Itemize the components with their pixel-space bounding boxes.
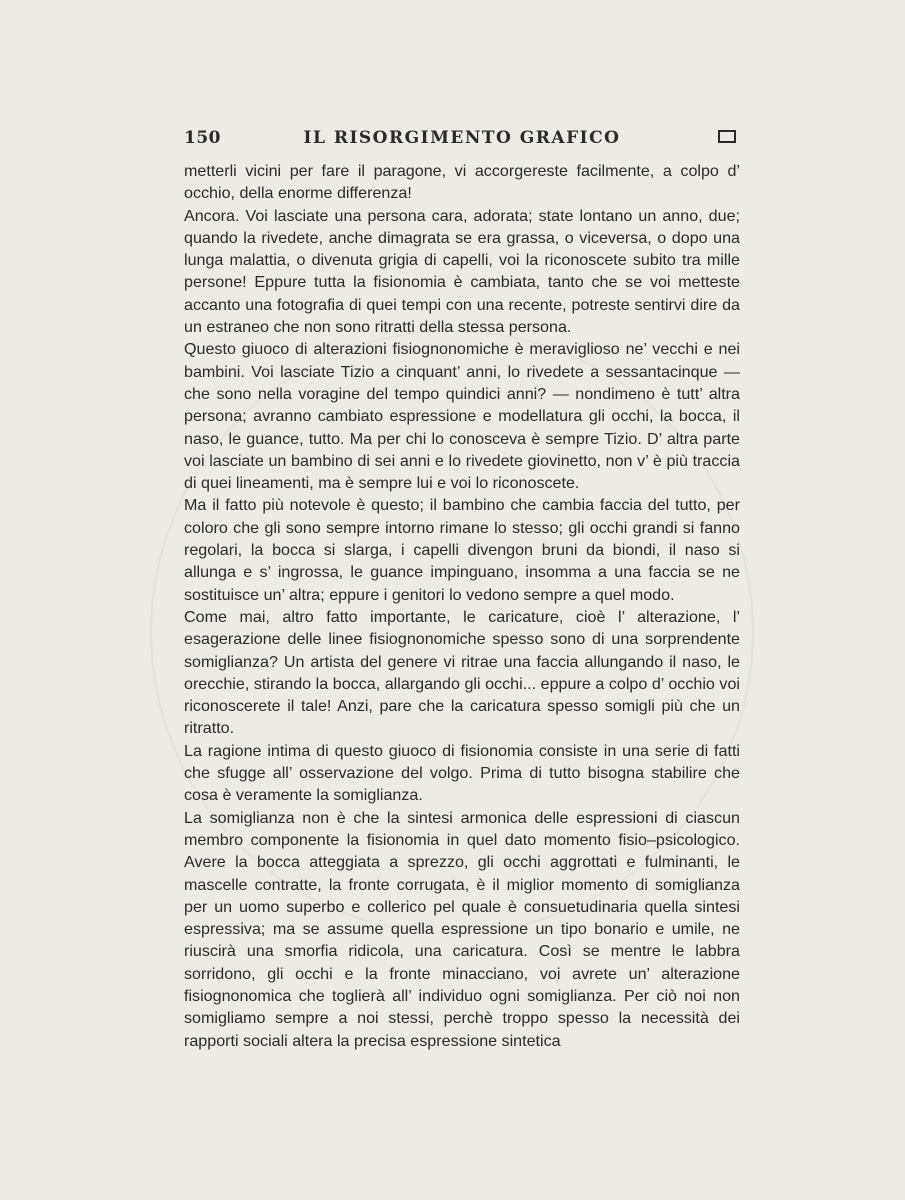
paragraph: Come mai, altro fatto importante, le caricature, cioè l’ alterazione, l’ esagerazione delle linee fisiognonomiche spesso sono di una sorprendente somiglianza? Un artista del genere vi ritrae una faccia allungando il naso, le orecchie, stirando la bocca, allargando gli occhi... eppure a colpo d’ occhio voi riconoscerete il tale! Anzi, pare che la caricatura spesso somigli più che un ritratto. — [184, 607, 740, 738]
page-header — [184, 126, 740, 154]
paragraph: Questo giuoco di alterazioni fisiognonomiche è meraviglioso ne’ vecchi e nei bambini. Voi lasciate Tizio a cinquant’ anni, lo rivedete a sessantacinque — che sono nella voragine del tempo quindici anni? — nondimeno è tutt’ altra persona; avranno cambiato espressione e modellatura gli occhi, la bocca, il naso, le guance, tutto. Ma per chi lo conosceva è sempre Tizio. D’ altra parte voi lasciate un bambino di sei anni e lo rivedete giovinetto, non v’ è più traccia di quei lineamenti, ma è sempre lui e voi lo riconoscete. — [184, 340, 740, 493]
paragraph: La ragione intima di questo giuoco di fisionomia consiste in una serie di fatti che sfugge all’ osservazione del volgo. Prima di tutto bisogna stabilire che cosa è veramente la somiglianza. — [184, 741, 740, 805]
paragraph: Ancora. Voi lasciate una persona cara, adorata; state lontano un anno, due; quando la rivedete, anche dimagrata se era grassa, o viceversa, o dopo una lunga malattia, o divenuta grigia di capelli, voi la riconoscete subito tra mille persone! Eppure tutta la fisionomia è cambiata, tanto che se voi metteste accanto una fotografia di quei tempi con una recente, potreste sentirvi dire da un estraneo che non sono ritratti della stessa persona. — [184, 206, 740, 337]
square-ornament-icon — [718, 130, 736, 143]
running-title: IL RISORGIMENTO GRAFICO — [303, 128, 621, 148]
body-text — [184, 160, 740, 1052]
page-number: 150 — [184, 128, 221, 148]
paragraph: La somiglianza non è che la sintesi armonica delle espressioni di ciascun membro componente la fisionomia in quel dato momento fisio–psicologico. Avere la bocca atteggiata a sprezzo, gli occhi aggrottati e fulminanti, le mascelle contratte, la fronte corrugata, è il miglior momento di somiglianza per un uomo superbo e collerico pel quale è consuetudinaria quella sintesi espressiva; ma se assume quella espressione un tipo bonario e umile, ne riuscirà una smorfia ridicola, una caricatura. Così se mentre le labbra sorridono, gli occhi e la fronte minacciano, voi avrete un’ alterazione fisiognonomica che toglierà all’ individuo ogni somiglianza. Per ciò noi non somigliamo sempre a noi stessi, perchè troppo spesso la necessità dei rapporti sociali altera la precisa espressione sintetica — [184, 808, 740, 1050]
paragraph: metterli vicini per fare il paragone, vi accorgereste facilmente, a colpo d’ occhio, della enorme differenza! — [184, 162, 740, 203]
paragraph: Ma il fatto più notevole è questo; il bambino che cambia faccia del tutto, per coloro che gli sono sempre intorno rimane lo stesso; gli occhi grandi si fanno regolari, la bocca si slarga, i capelli divengon bruni da biondi, il naso si allunga e s’ ingrossa, le guance impinguano, insomma a una faccia se ne sostituisce un’ altra; eppure i genitori lo vedono sempre a quel modo. — [184, 496, 740, 604]
